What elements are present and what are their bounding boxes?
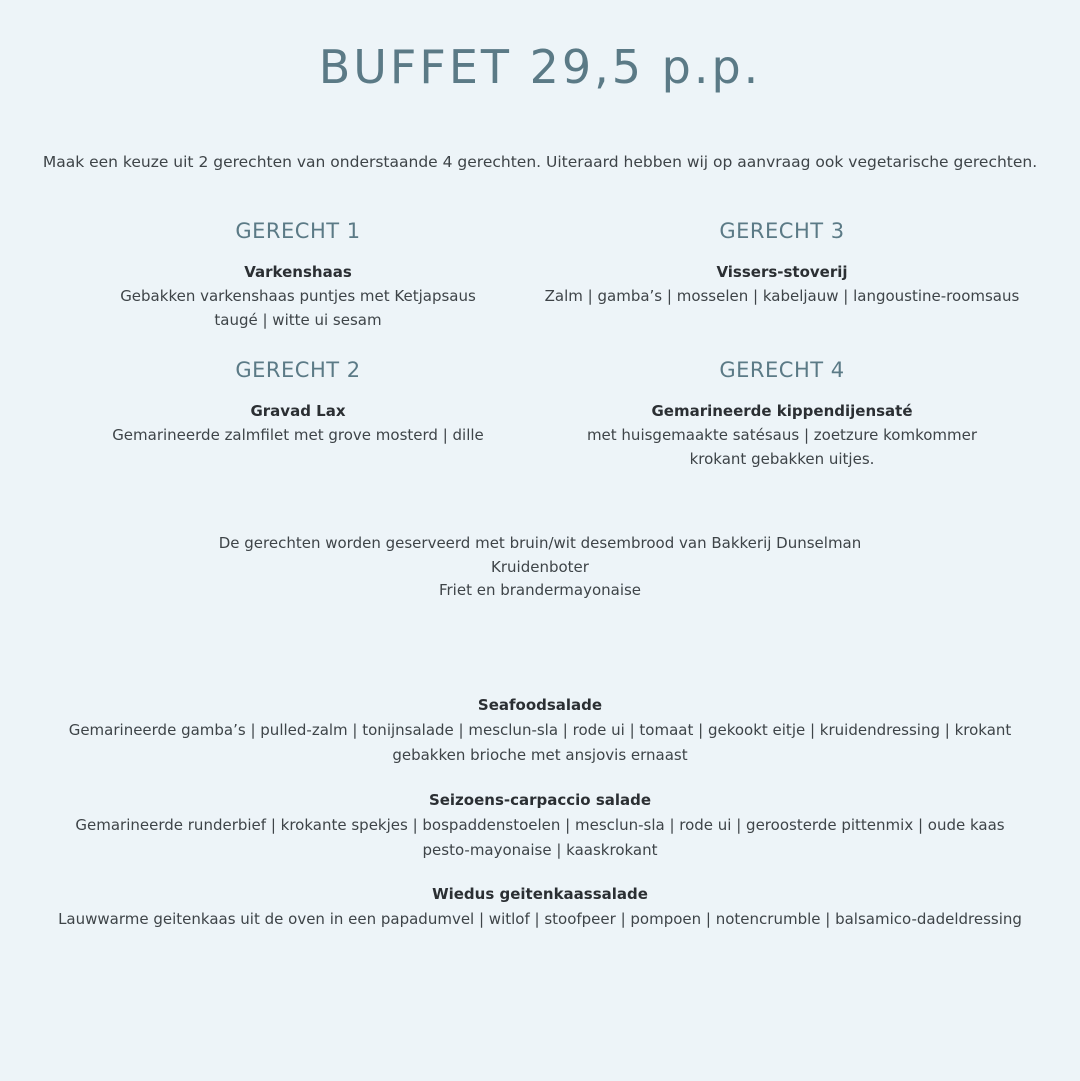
dish-description-line: Zalm | gamba’s | mosselen | kabeljauw | langoustine-roomsaus	[544, 287, 1020, 305]
salad-carpaccio	[40, 788, 1040, 863]
salad-name: Seizoens-carpaccio salade	[428, 791, 652, 809]
dish-name: Varkenshaas	[244, 263, 352, 281]
dish-gerecht-3	[532, 217, 1032, 308]
salad-seafood	[40, 693, 1040, 768]
dish-description-line: Gebakken varkenshaas puntjes met Ketjapsaus	[120, 287, 476, 305]
dish-name: Vissers-stoverij	[716, 263, 848, 281]
salad-description-line: gebakken brioche met ansjovis ernaast	[392, 746, 688, 764]
salad-geitenkaas	[40, 882, 1040, 932]
served-with-section	[0, 532, 1080, 603]
dish-gerecht-2	[48, 356, 548, 447]
dish-description-line: met huisgemaakte satésaus | zoetzure komkommer	[586, 426, 978, 444]
salad-description-line: Lauwwarme geitenkaas uit de oven in een papadumvel | witlof | stoofpeer | pompoen | notencrumble | balsamico-dadeldressing	[58, 910, 1022, 928]
dish-description-line: krokant gebakken uitjes.	[689, 450, 875, 468]
dish-name: Gravad Lax	[250, 402, 346, 420]
intro-text: Maak een keuze uit 2 gerechten van onderstaande 4 gerechten. Uiteraard hebben wij op aanvraag ook vegetarische gerechten.	[42, 153, 1038, 171]
dish-description-line: taugé | witte ui sesam	[214, 311, 382, 329]
dish-heading: GERECHT 2	[235, 358, 361, 382]
served-with-line: Kruidenboter	[491, 557, 589, 576]
dish-gerecht-4	[532, 356, 1032, 471]
salad-name: Seafoodsalade	[477, 696, 603, 714]
page-title: BUFFET 29,5 p.p.	[318, 40, 762, 94]
dish-gerecht-1	[48, 217, 548, 332]
dish-heading: GERECHT 1	[235, 219, 361, 243]
served-with-line: De gerechten worden geserveerd met bruin/wit desembrood van Bakkerij Dunselman	[218, 534, 862, 552]
salad-description-line: pesto-mayonaise | kaaskrokant	[422, 841, 658, 859]
salad-description-line: Gemarineerde runderbief | krokante spekjes | bospaddenstoelen | mesclun-sla | rode ui | geroosterde pittenmix | oude kaas	[75, 816, 1005, 834]
dish-description-line: Gemarineerde zalmfilet met grove mosterd | dille	[112, 426, 484, 444]
served-with-line: Friet en brandermayonaise	[438, 581, 642, 599]
dish-heading: GERECHT 4	[719, 358, 845, 382]
dish-heading: GERECHT 3	[719, 219, 845, 243]
dish-name: Gemarineerde kippendijensaté	[651, 402, 913, 420]
salad-name: Wiedus geitenkaassalade	[432, 885, 648, 903]
salad-description-line: Gemarineerde gamba’s | pulled-zalm | tonijnsalade | mesclun-sla | rode ui | tomaat | gekookt eitje | kruidendressing | krokant	[68, 721, 1012, 739]
